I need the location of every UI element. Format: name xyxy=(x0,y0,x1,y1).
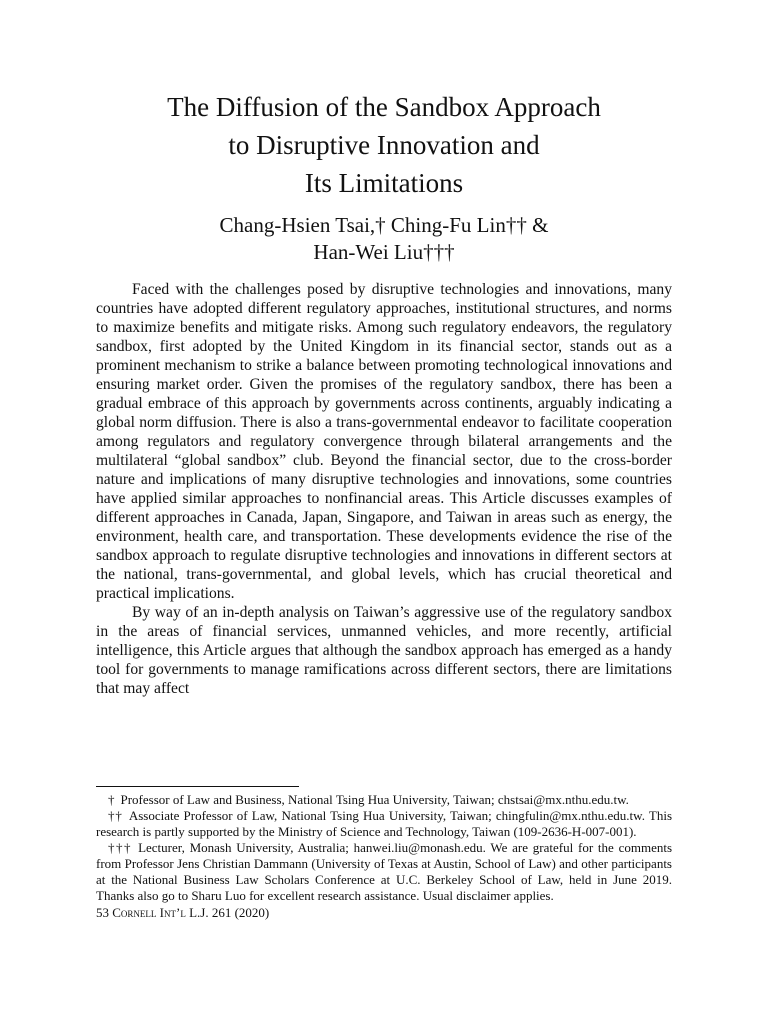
author-line: Chang-Hsien Tsai,† Ching-Fu Lin†† & xyxy=(219,213,549,237)
footnote-mark: †† xyxy=(108,808,123,823)
citation-journal: Cornell Int’l xyxy=(112,905,186,920)
title-line: The Diffusion of the Sandbox Approach xyxy=(167,92,601,122)
citation-volume: 53 xyxy=(96,905,109,920)
footnotes xyxy=(96,792,672,921)
footnote-mark: † xyxy=(108,792,115,807)
citation-rest: L.J. 261 (2020) xyxy=(189,905,270,920)
footnote xyxy=(96,840,672,904)
footnote-mark: ††† xyxy=(108,840,133,855)
author-list xyxy=(40,212,728,266)
footnote-separator xyxy=(96,786,299,787)
footnote xyxy=(96,808,672,840)
footnote-text: Lecturer, Monash University, Australia; hanwei.liu@monash.edu. We are grateful for the comments from Professor Jens Christian Dammann (University of Texas at Austin, School of Law) and other participants at the National Business Law Scholars Conference at U.C. Berkeley School of Law, held in June 2019. Thanks also go to Sharu Luo for excellent research assistance. Usual disclaimer applies. xyxy=(96,840,673,903)
abstract-paragraph: Faced with the challenges posed by disruptive technologies and innovations, many countries have adopted different regulatory approaches, institutional structures, and norms to maximize benefits and mitigate risks. Among such regulatory endeavors, the regulatory sandbox, first adopted by the United Kingdom in its financial sector, stands out as a prominent mechanism to strike a balance between promoting technological innovations and ensuring market order. Given the promises of the regulatory sandbox, there has been a gradual embrace of this approach by governments across continents, arguably indicating a global norm diffusion. There is also a trans-governmental endeavor to facilitate cooperation among regulators and regulatory convergence through bilateral arrangements and the multilateral “global sandbox” club. Beyond the financial sector, due to the cross-border nature and implications of many disruptive technologies and innovations, some countries have applied similar approaches to nonfinancial areas. This Article discusses examples of different approaches in Canada, Japan, Singapore, and Taiwan in areas such as energy, the environment, health care, and transportation. These developments evidence the rise of the sandbox approach to regulate disruptive technologies and innovations in different sectors at the national, trans-governmental, and global levels, which has crucial theoretical and practical implications. xyxy=(96,281,672,602)
title-line: Its Limitations xyxy=(304,168,464,198)
author-line: Han-Wei Liu††† xyxy=(313,240,455,264)
article-title xyxy=(40,88,728,202)
abstract xyxy=(96,280,672,698)
footnote-text: Associate Professor of Law, National Tsing Hua University, Taiwan; chingfulin@mx.nthu.edu.tw. This research is partly supported by the Ministry of Science and Technology, Taiwan (109-2636-H-007-001). xyxy=(96,808,672,839)
journal-citation xyxy=(96,905,672,921)
footnote-text: Professor of Law and Business, National Tsing Hua University, Taiwan; chstsai@mx.nthu.edu.tw. xyxy=(120,792,629,807)
title-line: to Disruptive Innovation and xyxy=(228,130,540,160)
footnote xyxy=(96,792,672,808)
abstract-paragraph: By way of an in-depth analysis on Taiwan’s aggressive use of the regulatory sandbox in the areas of financial services, unmanned vehicles, and more recently, artificial intelligence, this Article argues that although the sandbox approach has emerged as a handy tool for governments to manage ramifications across different sectors, there are limitations that may affect xyxy=(96,604,672,697)
